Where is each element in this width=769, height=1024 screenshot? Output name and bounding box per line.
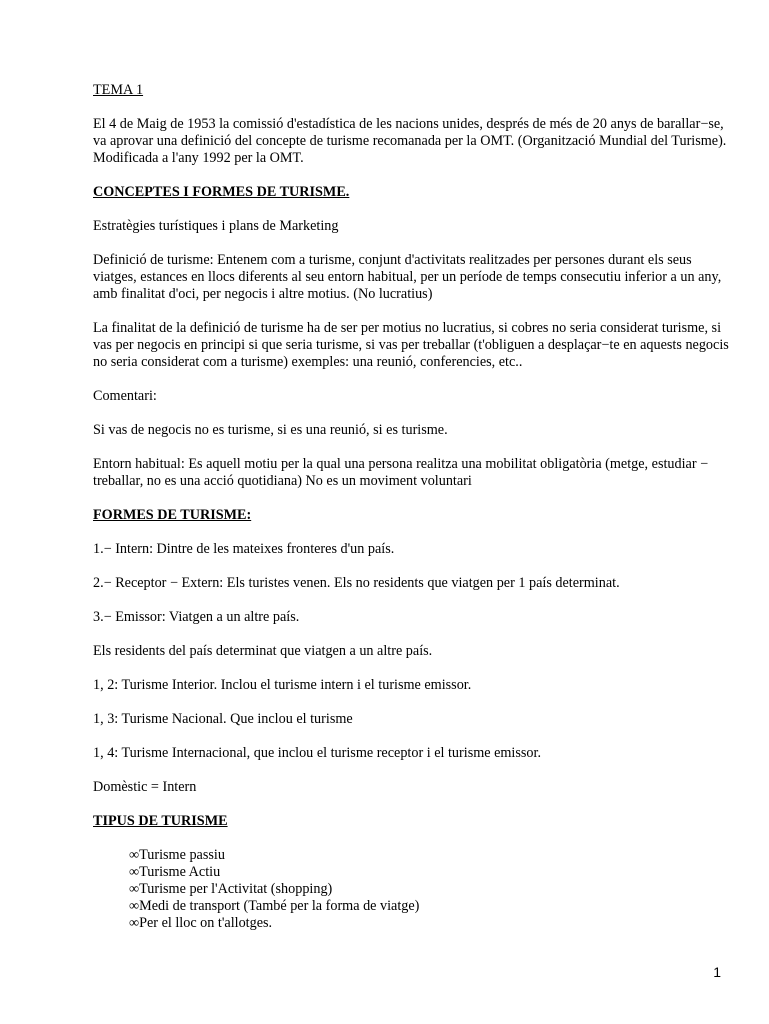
document-title: TEMA 1 — [93, 82, 144, 98]
comment-label: Comentari: — [93, 388, 157, 404]
heading-forms: FORMES DE TURISME: — [93, 507, 252, 523]
form-item: Els residents del país determinat que viatgen a un altre país. — [93, 643, 433, 659]
form-item: 1, 4: Turisme Internacional, que inclou el turisme receptor i el turisme emissor. — [93, 745, 541, 761]
list-item: ∞Turisme passiu — [129, 847, 225, 863]
intro-paragraph: El 4 de Maig de 1953 la comissió d'estadística de les nacions unides, després de més de 20 anys de barallar−se, va aprovar una definició del concepte de turisme recomanada per la OMT. (Organització Mundial del Turisme). Modificada a l'any 1992 per la OMT. — [93, 116, 727, 166]
form-item: 2.− Receptor − Extern: Els turistes venen. Els no residents que viatgen per 1 país determinat. — [93, 575, 620, 591]
strategies-paragraph: Estratègies turístiques i plans de Marketing — [93, 218, 339, 234]
environment-paragraph: Entorn habitual: Es aquell motiu per la qual una persona realitza una mobilitat obligatòria (metge, estudiar − treballar, no es una acció quotidiana) No es un moviment voluntari — [93, 456, 709, 489]
list-item: ∞Per el lloc on t'allotges. — [129, 915, 273, 931]
document-page — [93, 82, 733, 932]
heading-concepts: CONCEPTES I FORMES DE TURISME. — [93, 184, 350, 200]
list-item: ∞Turisme Actiu — [129, 864, 221, 880]
page-number: 1 — [713, 964, 721, 980]
comment-paragraph: Si vas de negocis no es turisme, si es una reunió, si es turisme. — [93, 422, 448, 438]
types-list — [93, 847, 733, 932]
heading-types: TIPUS DE TURISME — [93, 813, 228, 829]
list-item: ∞Medi de transport (També per la forma de viatge) — [129, 898, 420, 914]
list-item: ∞Turisme per l'Activitat (shopping) — [129, 881, 333, 897]
form-item: 1.− Intern: Dintre de les mateixes fronteres d'un país. — [93, 541, 395, 557]
form-item: Domèstic = Intern — [93, 779, 197, 795]
form-item: 1, 2: Turisme Interior. Inclou el turisme intern i el turisme emissor. — [93, 677, 472, 693]
purpose-paragraph: La finalitat de la definició de turisme ha de ser per motius no lucratius, si cobres no seria considerat turisme, si vas per negocis en principi si que seria turisme, si vas per treballar (t'obliguen a desplaçar−te en aquests negocis no seria considerat com a turisme) exemples: una reunió, conferencies, etc.. — [93, 320, 729, 370]
form-item: 1, 3: Turisme Nacional. Que inclou el turisme — [93, 711, 353, 727]
form-item: 3.− Emissor: Viatgen a un altre país. — [93, 609, 300, 625]
definition-paragraph: Definició de turisme: Entenem com a turisme, conjunt d'activitats realitzades per persones durant els seus viatges, estances en llocs diferents al seu entorn habitual, per un període de temps consecutiu inferior a un any, amb finalitat d'oci, per negocis i altre motius. (No lucratius) — [93, 252, 722, 302]
